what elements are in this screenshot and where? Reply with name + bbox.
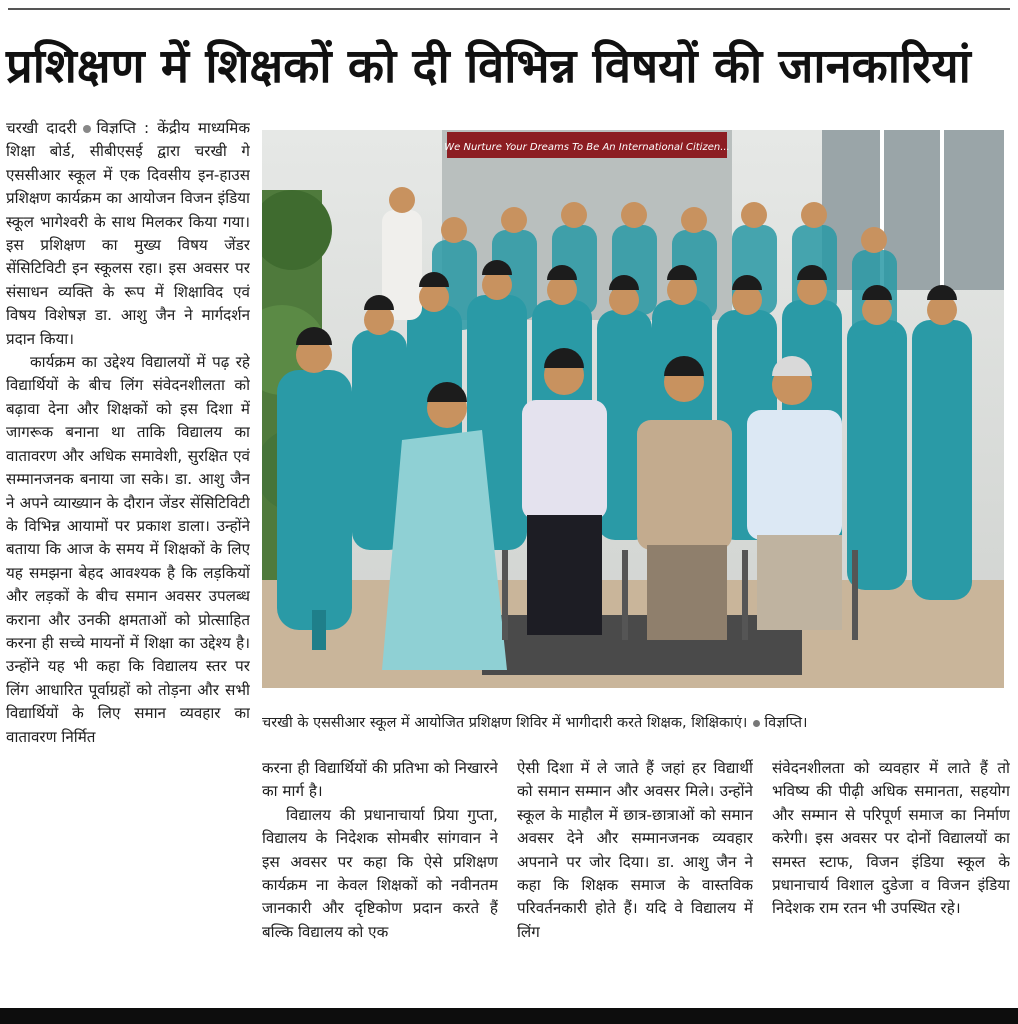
banner-text: We Nurture Your Dreams To Be An International Citizen...	[444, 142, 730, 153]
headline: प्रशिक्षण में शिक्षकों को दी विभिन्न विषयों की जानकारियां	[6, 39, 971, 94]
caption-bullet-icon	[753, 720, 760, 727]
window	[822, 130, 1004, 290]
article-column-2	[262, 757, 498, 1002]
group-photo-illustration	[262, 130, 1004, 688]
caption-text: चरखी के एससीआर स्कूल में आयोजित प्रशिक्षण शिविर में भागीदारी करते शिक्षक, शिक्षिकाएं।	[262, 715, 748, 731]
dateline-place: चरखी दादरी	[6, 119, 77, 137]
bottom-bar	[0, 1008, 1018, 1024]
photo-caption	[262, 708, 1006, 738]
group-photo	[262, 130, 1004, 688]
article-paragraph: संवेदनशीलता को व्यवहार में लाते हैं तो भविष्य की पीढ़ी अधिक समानता, सहयोग और सम्मान से परिपूर्ण समाज का निर्माण करेगी। इस अवसर पर दोनों विद्यालयों का समस्त स्टाफ, विजन इंडिया स्कूल के प्रधानाचार्य विशाल दुडेजा व विजन इंडिया निदेशक राम रतन भी उपस्थित रहे।	[772, 759, 1010, 918]
front-left-teacher	[277, 327, 352, 650]
article-column-4	[772, 757, 1010, 1002]
paragraph-text: केंद्रीय माध्यमिक शिक्षा बोर्ड, सीबीएसई द्वारा चरखी गे एससीआर स्कूल में एक दिवसीय इन-हाउस प्रशिक्षण कार्यक्रम का आयोजन विजन इंडिया स्कूल भागेश्वरी के साथ मिलकर किया गया। इस प्रशिक्षण का मुख्य विषय जेंडर सेंसिटिविटी इन स्कूलस रहा। इस अवसर पर संसाधन व्यक्ति के रूप में शिक्षाविद एवं विषय विशेषज्ञ डा. आशु जैन ने मार्गदर्शन प्रदान किया।	[6, 119, 250, 348]
caption-credit: विज्ञप्ति।	[764, 715, 808, 731]
article-paragraph: विद्यालय की प्रधानाचार्या प्रिया गुप्ता, विद्यालय के निदेशक सोमबीर सांगवान ने इस अवसर पर कहा कि ऐसे प्रशिक्षण कार्यक्रम ना केवल शिक्षकों को नवीनतम जानकारी और दृष्टिकोण प्रदान करते हैं बल्कि विद्यालय को एक	[262, 805, 498, 941]
dateline-bullet-icon	[83, 125, 91, 133]
top-rule	[8, 8, 1010, 10]
article-paragraph	[6, 117, 250, 351]
article-column-1	[6, 117, 250, 1002]
article-paragraph: ऐसी दिशा में ले जाते हैं जहां हर विद्यार्थी को समान सम्मान और अवसर मिले। उन्होंने स्कूल के माहौल में छात्र-छात्राओं को समान अवसर देने और सम्मानजनक व्यवहार अपनाने पर जोर दिया। डा. आशु जैन ने कहा कि शिक्षक समाज के वास्तविक परिवर्तनकारी होते हैं। यदि वे विद्यालय में लिंग	[517, 759, 753, 941]
dateline-source: विज्ञप्ति :	[96, 119, 150, 137]
article-column-3	[517, 757, 753, 1002]
article-paragraph: करना ही विद्यार्थियों की प्रतिभा को निखारने का मार्ग है।	[262, 759, 498, 801]
article-paragraph: कार्यक्रम का उद्देश्य विद्यालयों में पढ़ रहे विद्यार्थियों के बीच लिंग संवेदनशीलता को बढ़ावा देना और शिक्षकों को इस दिशा में जागरूक बनाना था ताकि विद्यालय का वातावरण और अधिक समावेशी, सुरक्षित एवं सम्मानजनक बनाया जा सके। डा. आशु जैन ने अपने व्याख्यान के दौरान जेंडर सेंसिटिविटी के विभिन्न आयामों पर प्रकाश डाला। उन्होंने बताया कि आज के समय में शिक्षकों के लिए यह समझना बेहद आवश्यक है कि लड़कियों और लड़कों के बीच समान अवसर उपलब्ध कराना और उनकी क्षमताओं को प्रोत्साहित करना ही सच्चे मायनों में शिक्षा का उद्देश्य है। उन्होंने यह भी कहा कि विद्यालय स्तर पर लिंग आधारित पूर्वाग्रहों को तोड़ना और सभी विद्यार्थियों के लिए समान व्यवहार का वातावरण निर्मित	[6, 353, 250, 746]
